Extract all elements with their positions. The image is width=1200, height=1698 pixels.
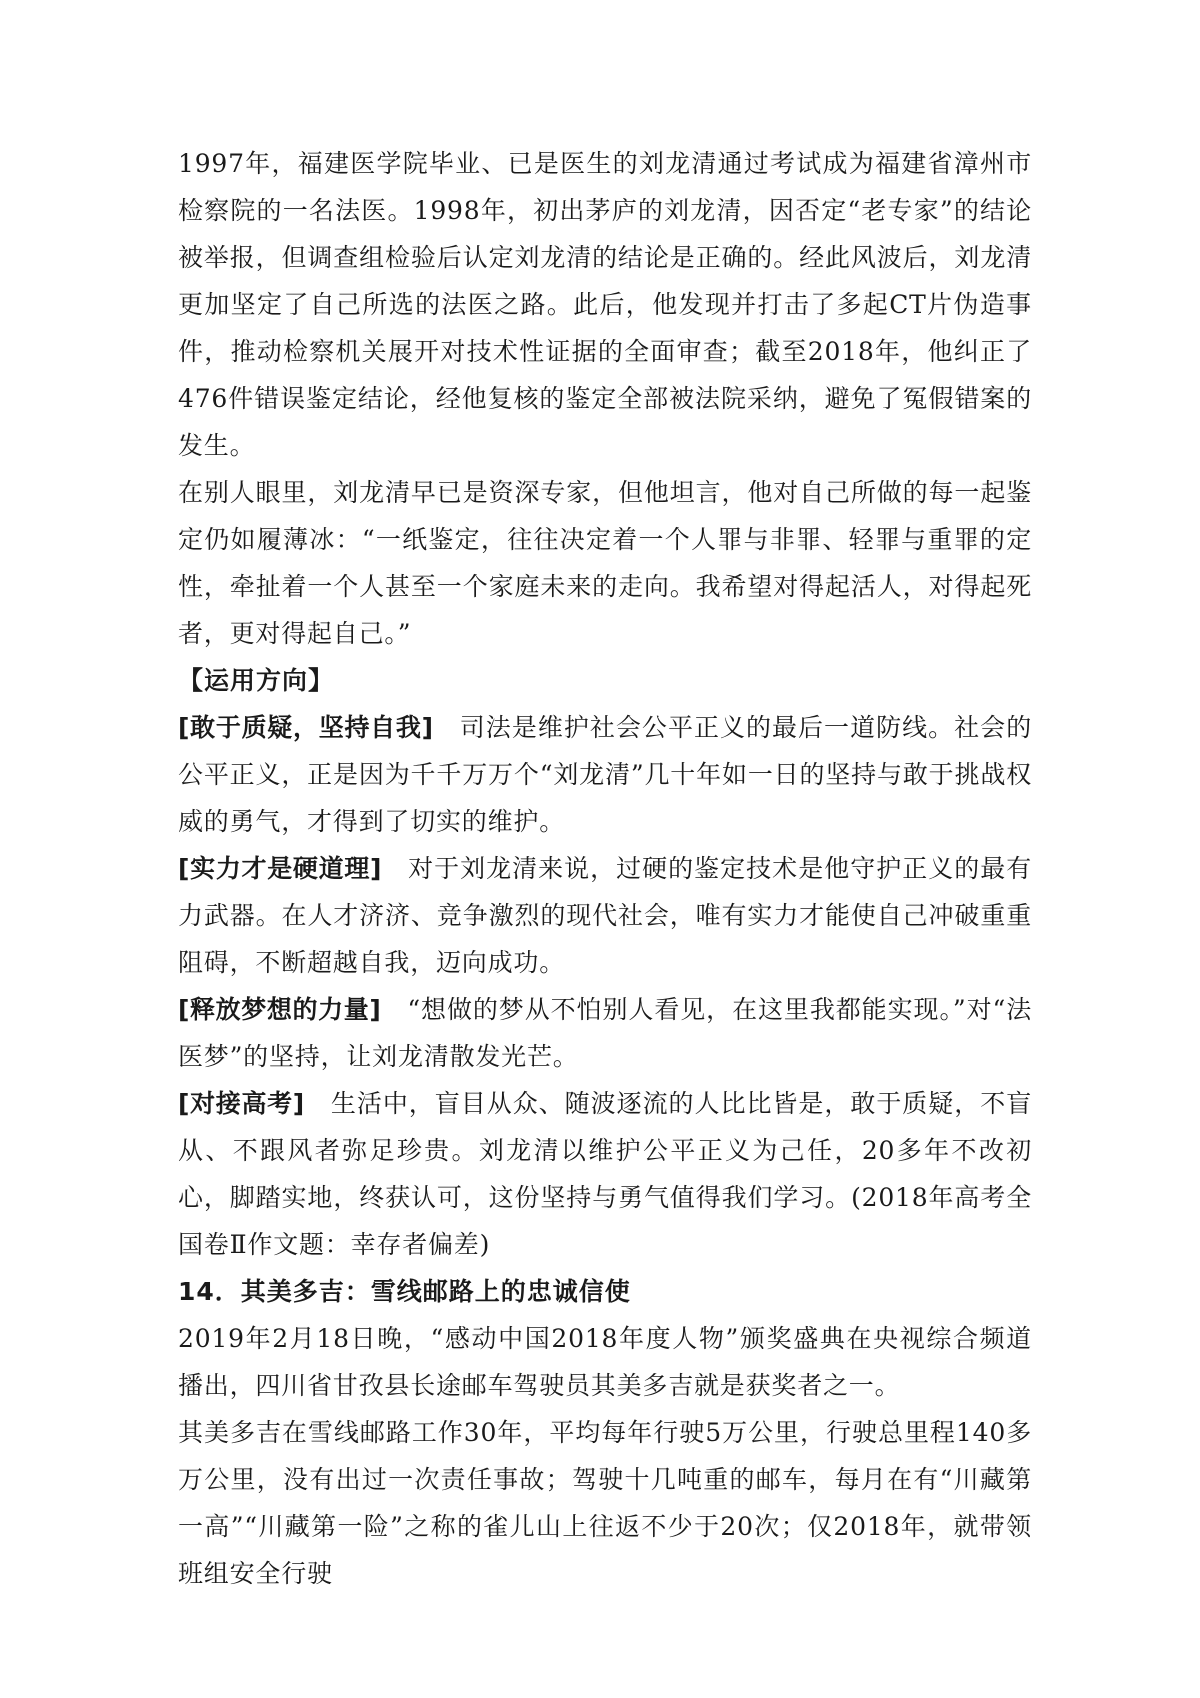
body-paragraph: 1997年，福建医学院毕业、已是医生的刘龙清通过考试成为福建省漳州市检察院的一名法医。1998年，初出茅庐的刘龙清，因否定“老专家”的结论被举报，但调查组检验后认定刘龙清的结论是正确的。经此风波后，刘龙清更加坚定了自己所选的法医之路。此后，他发现并打击了多起CT片伪造事件，推动检察机关展开对技术性证据的全面审查；截至2018年，他纠正了476件错误鉴定结论，经他复核的鉴定全部被法院采纳，避免了冤假错案的发生。 — [178, 149, 1032, 460]
usage-text: 生活中，盲目从众、随波逐流的人比比皆是，敢于质疑，不盲从、不跟风者弥足珍贵。刘龙清以维护公平正义为己任，20多年不改初心，脚踏实地，终获认可，这份坚持与勇气值得我们学习。(2018年高考全国卷Ⅱ作文题：幸存者偏差) — [178, 1089, 1032, 1259]
usage-paragraph — [178, 845, 1032, 986]
usage-text: “想做的梦从不怕别人看见，在这里我都能实现。”对“法医梦”的坚持，让刘龙清散发光芒。 — [178, 995, 1032, 1071]
usage-heading: 【运用方向】 — [178, 666, 335, 695]
body-paragraph: 2019年2月18日晚，“感动中国2018年度人物”颁奖盛典在央视综合频道播出，四川省甘孜县长途邮车驾驶员其美多吉就是获奖者之一。 — [178, 1324, 1032, 1400]
section-title: 14．其美多吉：雪线邮路上的忠诚信使 — [178, 1277, 631, 1306]
usage-tag: [释放梦想的力量] — [178, 995, 382, 1024]
usage-tag: [对接高考] — [178, 1089, 305, 1118]
usage-text: 对于刘龙清来说，过硬的鉴定技术是他守护正义的最有力武器。在人才济济、竞争激烈的现代社会，唯有实力才能使自己冲破重重阻碍，不断超越自我，迈向成功。 — [178, 854, 1032, 977]
document-page — [178, 140, 1032, 1597]
usage-paragraph — [178, 1080, 1032, 1268]
body-paragraph: 在别人眼里，刘龙清早已是资深专家，但他坦言，他对自己所做的每一起鉴定仍如履薄冰：“一纸鉴定，往往决定着一个人罪与非罪、轻罪与重罪的定性，牵扯着一个人甚至一个家庭未来的走向。我希望对得起活人，对得起死者，更对得起自己。” — [178, 478, 1032, 648]
usage-tag: [实力才是硬道理] — [178, 854, 382, 883]
usage-paragraph — [178, 704, 1032, 845]
body-paragraph: 其美多吉在雪线邮路工作30年，平均每年行驶5万公里，行驶总里程140多万公里，没有出过一次责任事故；驾驶十几吨重的邮车，每月在有“川藏第一高”“川藏第一险”之称的雀儿山上往返不少于20次；仅2018年，就带领班组安全行驶 — [178, 1418, 1032, 1588]
usage-tag: [敢于质疑，坚持自我] — [178, 713, 434, 742]
usage-text: 司法是维护社会公平正义的最后一道防线。社会的公平正义，正是因为千千万万个“刘龙清”几十年如一日的坚持与敢于挑战权威的勇气，才得到了切实的维护。 — [178, 713, 1032, 836]
usage-paragraph — [178, 986, 1032, 1080]
